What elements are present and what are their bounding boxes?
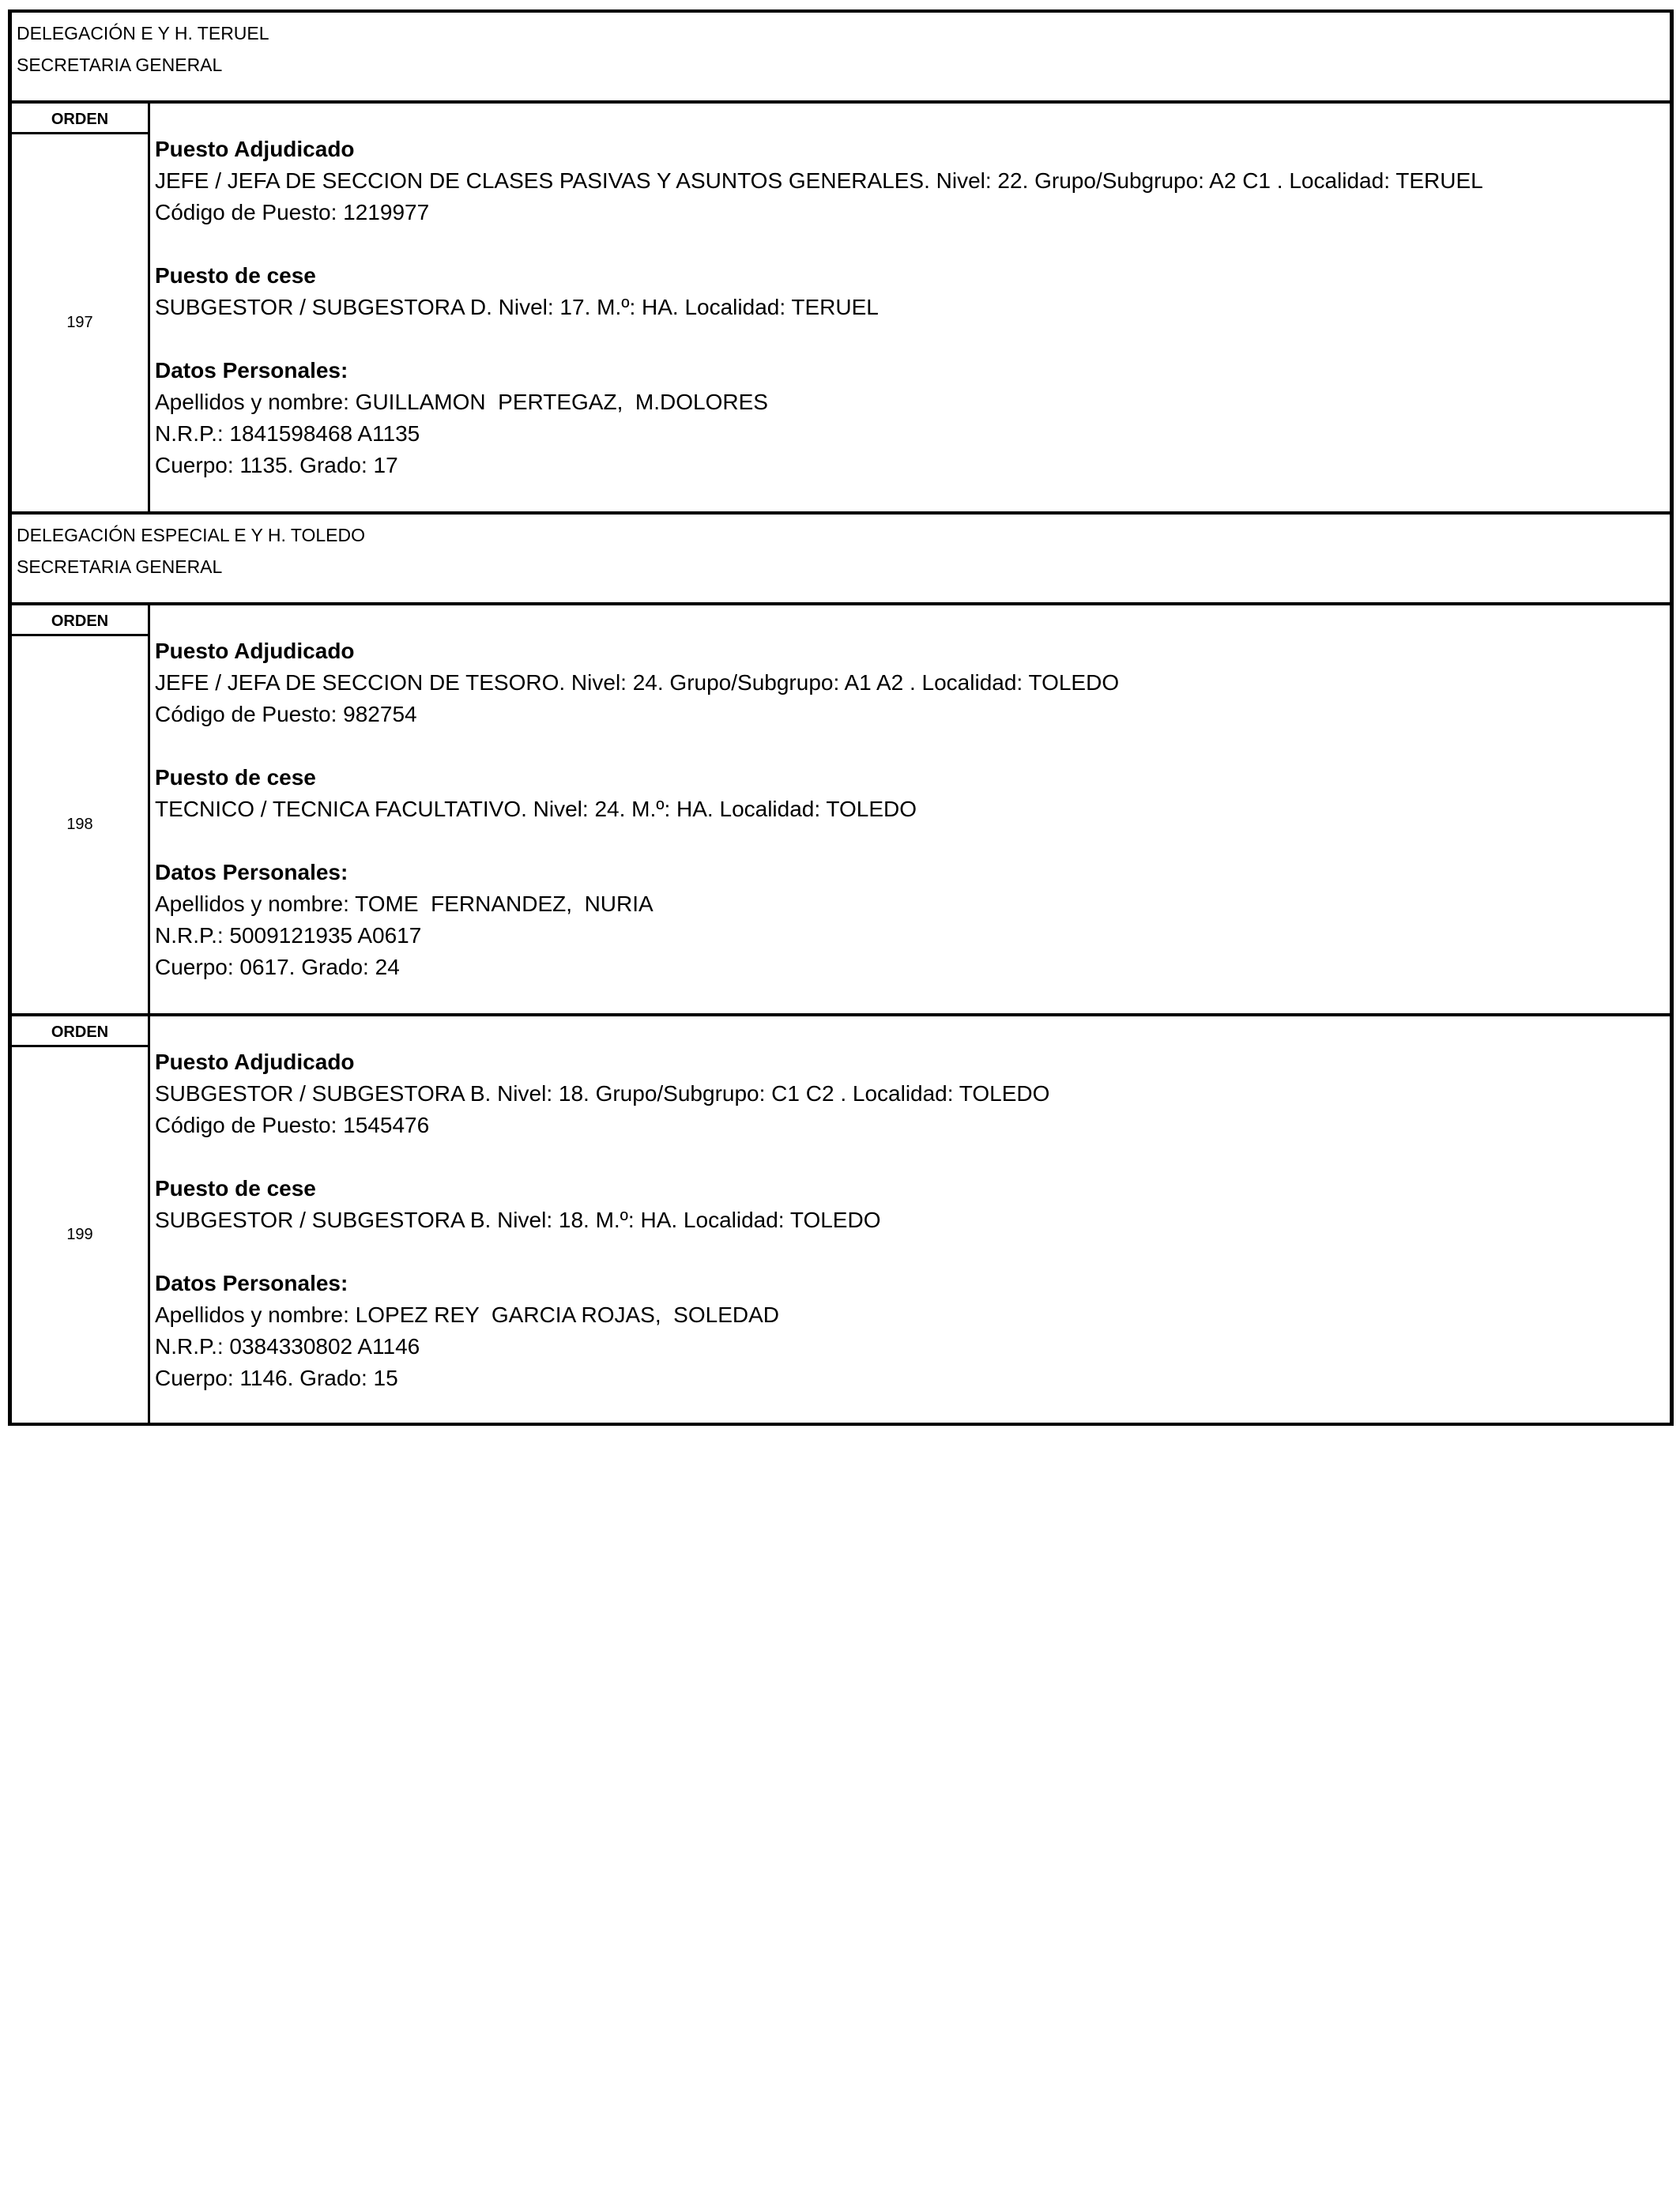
spacer [155, 228, 1670, 260]
datos-personales-title: Datos Personales: [155, 1271, 348, 1295]
puesto-cese-desc: TECNICO / TECNICA FACULTATIVO. Nivel: 24. M.º: HA. Localidad: TOLEDO [155, 797, 917, 821]
datos-personales-title: Datos Personales: [155, 358, 348, 383]
nrp: N.R.P.: 5009121935 A0617 [155, 923, 422, 948]
spacer [155, 825, 1670, 857]
spacer [155, 323, 1670, 355]
record-details [150, 104, 1670, 511]
orden-column [12, 1016, 150, 1423]
orden-label: ORDEN [12, 605, 148, 636]
record-row [8, 1013, 1674, 1426]
puesto-cese-title: Puesto de cese [155, 765, 316, 790]
codigo-puesto: Código de Puesto: 1545476 [155, 1113, 430, 1137]
orden-number: 197 [66, 314, 93, 331]
nrp: N.R.P.: 1841598468 A1135 [155, 421, 420, 446]
record-row [8, 100, 1674, 511]
spacer [155, 1236, 1670, 1268]
record-details [150, 605, 1670, 1013]
section-header-toledo [8, 511, 1674, 602]
orden-column [12, 605, 150, 1013]
codigo-puesto: Código de Puesto: 1219977 [155, 200, 430, 224]
record-row [8, 602, 1674, 1013]
department-name: SECRETARIA GENERAL [17, 556, 223, 577]
orden-column [12, 104, 150, 511]
datos-personales-title: Datos Personales: [155, 860, 348, 884]
puesto-adjudicado-title: Puesto Adjudicado [155, 137, 355, 161]
apellidos-nombre: Apellidos y nombre: GUILLAMON PERTEGAZ, M.DOLORES [155, 390, 768, 414]
codigo-puesto: Código de Puesto: 982754 [155, 702, 417, 726]
delegation-name: DELEGACIÓN E Y H. TERUEL [17, 23, 269, 43]
orden-number: 199 [66, 1226, 93, 1243]
orden-number: 198 [66, 816, 93, 833]
spacer [155, 730, 1670, 762]
orden-label: ORDEN [12, 1016, 148, 1047]
cuerpo-grado: Cuerpo: 1146. Grado: 15 [155, 1366, 398, 1390]
puesto-cese-desc: SUBGESTOR / SUBGESTORA B. Nivel: 18. M.º: HA. Localidad: TOLEDO [155, 1208, 881, 1232]
spacer [155, 1141, 1670, 1173]
department-name: SECRETARIA GENERAL [17, 55, 223, 75]
puesto-adjudicado-desc: JEFE / JEFA DE SECCION DE CLASES PASIVAS Y ASUNTOS GENERALES. Nivel: 22. Grupo/Subgrupo: A2 C1 . Localidad: TERUEL [155, 168, 1483, 193]
puesto-cese-desc: SUBGESTOR / SUBGESTORA D. Nivel: 17. M.º: HA. Localidad: TERUEL [155, 295, 879, 319]
cuerpo-grado: Cuerpo: 1135. Grado: 17 [155, 453, 398, 477]
puesto-cese-title: Puesto de cese [155, 1176, 316, 1201]
delegation-name: DELEGACIÓN ESPECIAL E Y H. TOLEDO [17, 525, 365, 545]
puesto-adjudicado-title: Puesto Adjudicado [155, 639, 355, 663]
nrp: N.R.P.: 0384330802 A1146 [155, 1334, 420, 1359]
record-details [150, 1016, 1670, 1423]
puesto-adjudicado-title: Puesto Adjudicado [155, 1050, 355, 1074]
section-header-teruel [8, 9, 1674, 100]
puesto-cese-title: Puesto de cese [155, 263, 316, 288]
puesto-adjudicado-desc: JEFE / JEFA DE SECCION DE TESORO. Nivel: 24. Grupo/Subgrupo: A1 A2 . Localidad: TOLEDO [155, 670, 1120, 695]
orden-label: ORDEN [12, 104, 148, 134]
document-table [8, 9, 1674, 1426]
cuerpo-grado: Cuerpo: 0617. Grado: 24 [155, 955, 400, 979]
puesto-adjudicado-desc: SUBGESTOR / SUBGESTORA B. Nivel: 18. Grupo/Subgrupo: C1 C2 . Localidad: TOLEDO [155, 1081, 1050, 1106]
apellidos-nombre: Apellidos y nombre: TOME FERNANDEZ, NURIA [155, 892, 654, 916]
apellidos-nombre: Apellidos y nombre: LOPEZ REY GARCIA ROJAS, SOLEDAD [155, 1302, 779, 1327]
